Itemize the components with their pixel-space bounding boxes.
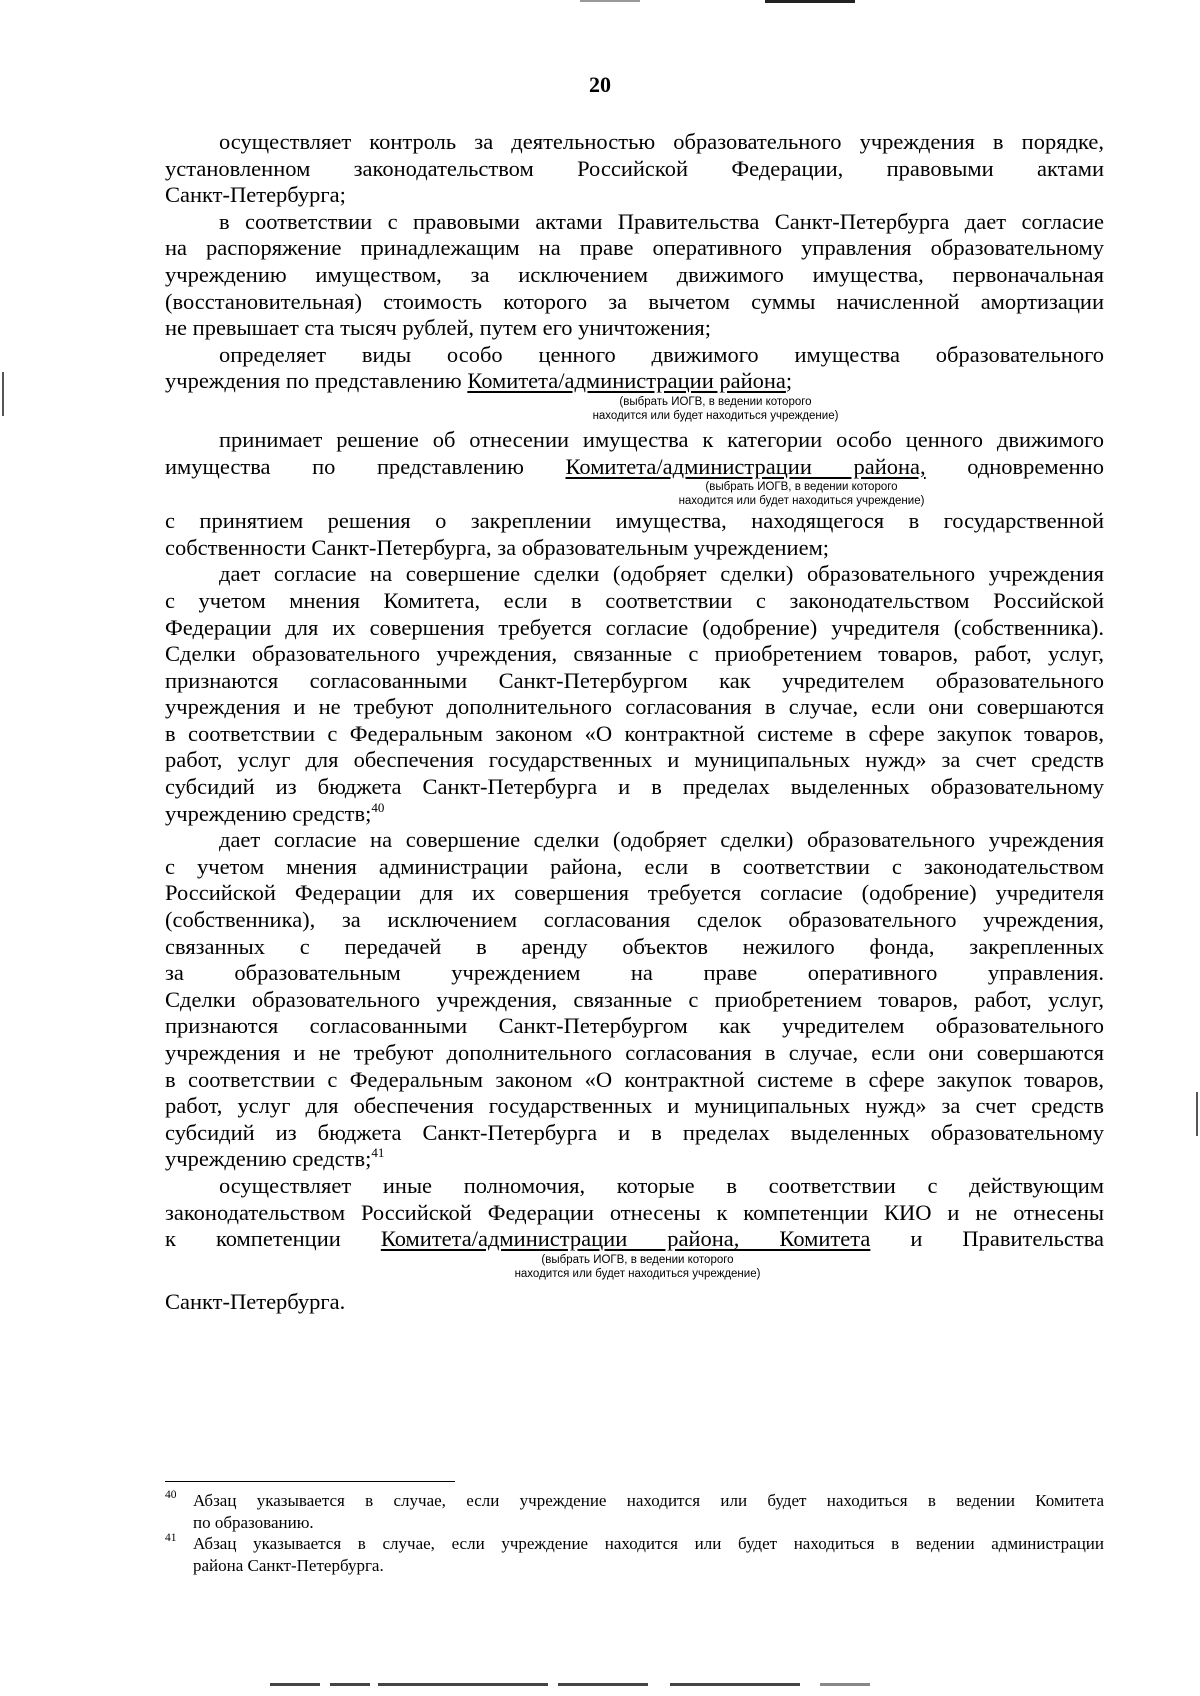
agency-placeholder-1: Комитета/администрации района: [467, 368, 786, 394]
p6-line-2: с учетом мнения администрации района, если в соответствии с законодательством: [165, 853, 1104, 879]
p6-line-6: за образовательным учреждением на праве оперативного управления.: [165, 960, 1104, 986]
p6-line-5: связанных с передачей в аренду объектов нежилого фонда, закрепленных: [165, 933, 1104, 959]
page-number: 20: [589, 72, 611, 97]
p6-line-3: Российской Федерации для их совершения требуется согласие (одобрение) учредителя: [165, 880, 1104, 906]
scan-mark-bottom: [378, 1683, 548, 1686]
p2-line-2: на распоряжение принадлежащим на праве оперативного управления образовательному: [165, 235, 1104, 261]
p7-line-2: законодательством Российской Федерации отнесены к компетенции КИО и не отнесены: [165, 1199, 1104, 1225]
p5-end-text: учреждению средств;: [165, 800, 372, 826]
p2-line-3: учреждению имуществом, за исключением движимого имущества, первоначальная: [165, 261, 1104, 287]
p6-line-8: признаются согласованными Санкт-Петербургом как учредителем образовательного: [165, 1013, 1104, 1039]
scan-mark-right: [1196, 1092, 1198, 1136]
p5-line-10: [165, 801, 1104, 828]
p4-line-3: с принятием решения о закреплении имущества, находящегося в государственной: [165, 508, 1104, 534]
footnote-number: 41: [165, 1532, 177, 1544]
p6-line-12: субсидий из бюджета Санкт-Петербурга и в пределах выделенных образовательному: [165, 1119, 1104, 1145]
agency-hint-2-line-2: находится или будет находиться учреждение): [678, 495, 925, 508]
footnote-41: [165, 1533, 1104, 1576]
p2-line-4: (восстановительная) стоимость которого за вычетом суммы начисленной амортизации: [165, 288, 1104, 314]
footnotes: [165, 1481, 1104, 1576]
p5-line-3: Федерации для их совершения требуется согласие (одобрение) учредителя (собственника).: [165, 614, 1104, 640]
agency-hint-2-line-1: (выбрать ИОГВ, в ведении которого: [705, 481, 898, 494]
p3-line-1: определяет виды особо ценного движимого имущества образовательного: [219, 341, 1104, 367]
agency-placeholder-2: Комитета/администрации района,: [565, 453, 926, 479]
p5-line-7: в соответствии с Федеральным законом «О контрактной системе в сфере закупок товаров,: [165, 720, 1104, 746]
p5-line-8: работ, услуг для обеспечения государственных и муниципальных нужд» за счет средств: [165, 747, 1104, 773]
footnote-ref-41[interactable]: 41: [371, 1145, 385, 1161]
p2-line-5: не превышает ста тысяч рублей, путем его уничтожения;: [165, 315, 711, 341]
p6-end-text: учреждению средств;: [165, 1146, 372, 1172]
p6-line-7: Сделки образовательного учреждения, связанные с приобретением товаров, работ, услуг,: [165, 986, 1104, 1012]
scan-mark-bottom: [820, 1683, 870, 1686]
p3-suffix: ;: [785, 368, 793, 394]
scan-mark-top-right: [765, 0, 855, 3]
p6-line-11: работ, услуг для обеспечения государственных и муниципальных нужд» за счет средств: [165, 1093, 1104, 1119]
p7-line-3: [165, 1226, 1104, 1253]
p2-line-1: в соответствии с правовыми актами Правительства Санкт-Петербурга дает согласие: [219, 208, 1104, 234]
p5-line-5: признаются согласованными Санкт-Петербургом как учредителем образовательного: [165, 667, 1104, 693]
footnote-text: по образованию.: [193, 1512, 314, 1532]
p1-line-2: установленном законодательством Российской Федерации, правовыми актами: [165, 155, 1104, 181]
p6-line-9: учреждения и не требуют дополнительного согласования в случае, если они совершаются: [165, 1040, 1104, 1065]
p4-line-4: собственности Санкт-Петербурга, за образовательным учреждением;: [165, 534, 830, 560]
p5-line-1: дает согласие на совершение сделки (одобряет сделки) образовательного учреждения: [219, 561, 1104, 587]
scan-mark-bottom: [558, 1683, 648, 1686]
agency-hint-1-line-2: находится или будет находиться учреждение): [592, 409, 839, 422]
p1-line-3: Санкт-Петербурга;: [165, 182, 346, 208]
footnote-text: Абзац указывается в случае, если учреждение находится или будет находиться в ведении администрации: [193, 1534, 1104, 1553]
scan-mark-bottom: [330, 1683, 370, 1686]
agency-hint-3-line-2: находится или будет находиться учреждение): [514, 1267, 761, 1280]
p7-line-4: Санкт-Петербурга.: [165, 1288, 346, 1314]
footnote-40: [165, 1490, 1104, 1533]
agency-placeholder-3: Комитета/администрации района, Комитета: [380, 1226, 871, 1252]
p7-line-1: осуществляет иные полномочия, которые в соответствии с действующим: [219, 1172, 1104, 1198]
p7-suffix: и Правительства: [870, 1226, 1105, 1252]
agency-hint-1-line-1: (выбрать ИОГВ, в ведении которого: [619, 395, 812, 408]
p1-line-1: осуществляет контроль за деятельностью образовательного учреждения в порядке,: [219, 129, 1104, 154]
p5-line-6: учреждения и не требуют дополнительного согласования в случае, если они совершаются: [165, 694, 1104, 720]
p3-text: учреждения по представлению: [165, 368, 468, 394]
p4-line-2: [165, 454, 1104, 481]
body-text: [165, 129, 1104, 1315]
p5-line-9: субсидий из бюджета Санкт-Петербурга и в пределах выделенных образовательному: [165, 774, 1104, 800]
p4-text: имущества по представлению: [165, 453, 566, 479]
p5-line-2: с учетом мнения Комитета, если в соответствии с законодательством Российской: [165, 587, 1104, 613]
footnote-separator: [165, 1481, 455, 1482]
p5-line-4: Сделки образовательного учреждения, связанные с приобретением товаров, работ, услуг,: [165, 641, 1104, 667]
footnote-text: Абзац указывается в случае, если учреждение находится или будет находиться в ведении Комитета: [193, 1491, 1104, 1510]
p6-line-13: [165, 1146, 1104, 1173]
p4-suffix: одновременно: [925, 453, 1104, 479]
p7-text: к компетенции: [165, 1226, 381, 1252]
agency-hint-3-line-1: (выбрать ИОГВ, в ведении которого: [541, 1253, 734, 1266]
footnote-ref-40[interactable]: 40: [371, 799, 385, 815]
scan-mark-bottom: [270, 1683, 320, 1686]
footnote-text: района Санкт-Петербурга.: [193, 1555, 384, 1575]
scan-mark-bottom: [670, 1683, 800, 1686]
p6-line-10: в соответствии с Федеральным законом «О контрактной системе в сфере закупок товаров,: [165, 1066, 1104, 1092]
p6-line-1: дает согласие на совершение сделки (одобряет сделки) образовательного учреждения: [219, 827, 1104, 853]
scan-mark-top: [580, 0, 640, 2]
scan-mark-left: [2, 372, 4, 416]
p3-line-2: [165, 368, 1104, 395]
footnote-number: 40: [165, 1489, 177, 1501]
p6-line-4: (собственника), за исключением согласования сделок образовательного учреждения,: [165, 907, 1104, 933]
p4-line-1: принимает решение об отнесении имущества к категории особо ценного движимого: [219, 426, 1104, 452]
